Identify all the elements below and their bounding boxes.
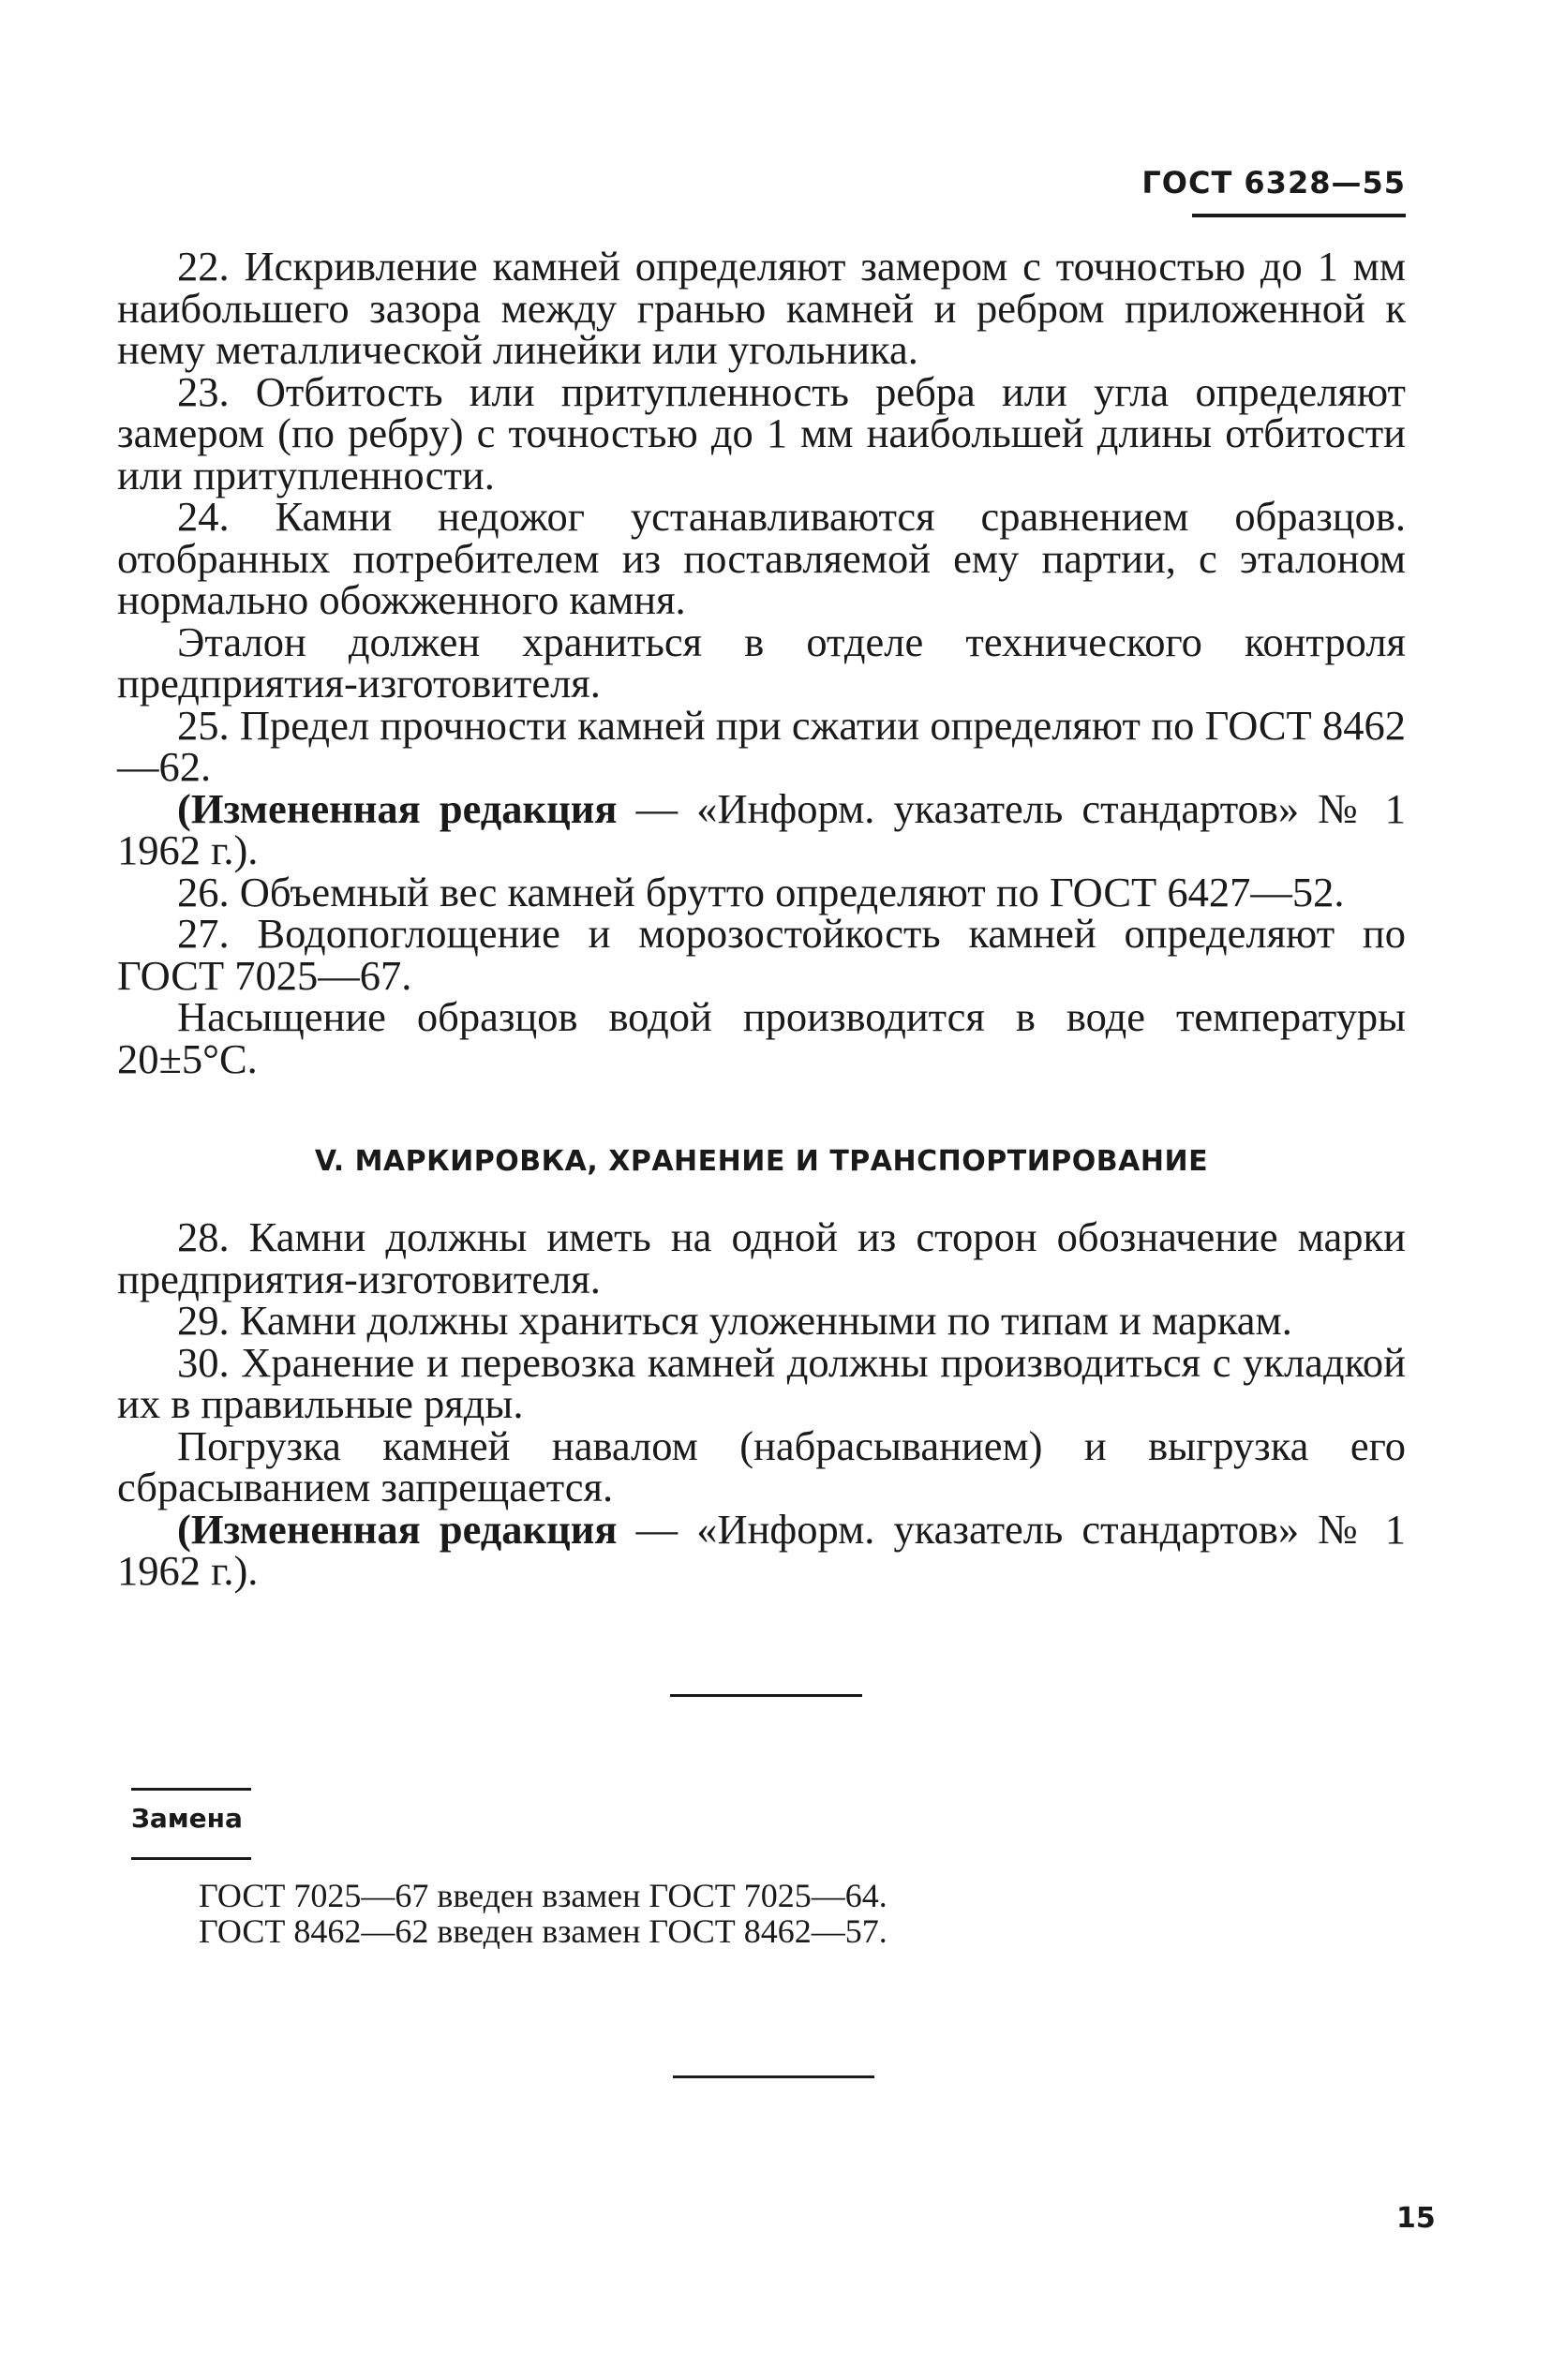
replacement-line-2: ГОСТ 8462—62 введен взамен ГОСТ 8462—57.: [199, 1912, 887, 1950]
replacement-rule-top: [131, 1788, 251, 1791]
edit-note-1: [117, 784, 1406, 873]
edit-note-2: [117, 1505, 1406, 1594]
paragraph-30: 30. Хранение и перевозка камней должны производиться с укладкой их в правильные ряды.: [117, 1338, 1406, 1427]
paragraph-loading: Погрузка камней навалом (набрасыванием) и выгрузка его сбрасыванием запрещается.: [117, 1421, 1406, 1510]
section-5-title: V. МАРКИРОВКА, ХРАНЕНИЕ И ТРАНСПОРТИРОВАНИЕ: [314, 1145, 1209, 1178]
paragraph-25: 25. Предел прочности камней при сжатии определяют по ГОСТ 8462—62.: [117, 701, 1406, 790]
edit-note-1-rest: — «Информ. указатель стандартов» № 1 1962 г.).: [117, 784, 1406, 873]
section-5-body: [117, 1213, 1406, 1594]
paragraph-29: 29. Камни должны храниться уложенными по типам и маркам.: [177, 1297, 1292, 1344]
paragraph-27: 27. Водопоглощение и морозостойкость камней определяют по ГОСТ 7025—67.: [117, 910, 1406, 999]
divider-rule-2: [673, 2075, 874, 2078]
edit-note-2-bold: (Измененная редакция: [177, 1505, 618, 1553]
paragraph-etalon: Эталон должен храниться в отделе технического контроля предприятия-изготовителя.: [117, 617, 1406, 707]
paragraph-22: 22. Искривление камней определяют замером с точностью до 1 мм наибольшего зазора между гранью камней и ребром приложенной к нему металлической линейки или угольника.: [117, 243, 1406, 373]
edit-note-2-rest: — «Информ. указатель стандартов» № 1 1962 г.).: [117, 1505, 1406, 1594]
replacement-list: [199, 1878, 887, 1949]
page-header: [1106, 165, 1406, 201]
edit-note-1-bold: (Измененная редакция: [177, 784, 618, 832]
paragraph-28: 28. Камни должны иметь на одной из сторон обозначение марки предприятия-изготовителя.: [117, 1213, 1406, 1302]
replacement-line-1: ГОСТ 7025—67 введен взамен ГОСТ 7025—64.: [199, 1877, 887, 1914]
section-4-body: [117, 243, 1406, 1082]
paragraph-24: 24. Камни недожог устанавливаются сравнением образцов. отобранных потребителем из поставляемой ему партии, с эталоном нормально обожженного камня.: [117, 493, 1406, 623]
header-underline: [1192, 214, 1406, 217]
paragraph-23: 23. Отбитость или притупленность ребра или угла определяют замером (по ребру) с точностью до 1 мм наибольшей длины отбитости или притупленности.: [117, 367, 1406, 498]
divider-rule-1: [670, 1694, 862, 1697]
paragraph-26: 26. Объемный вес камней брутто определяют по ГОСТ 6427—52.: [177, 868, 1345, 915]
paragraph-saturation: Насыщение образцов водой производится в воде температуры 20±5°С.: [117, 993, 1406, 1082]
replacement-rule-bottom: [131, 1857, 251, 1860]
page-number: 15: [1396, 2202, 1436, 2235]
replacement-title: Замена: [131, 1803, 243, 1834]
standard-number: ГОСТ 6328—55: [1141, 165, 1406, 201]
